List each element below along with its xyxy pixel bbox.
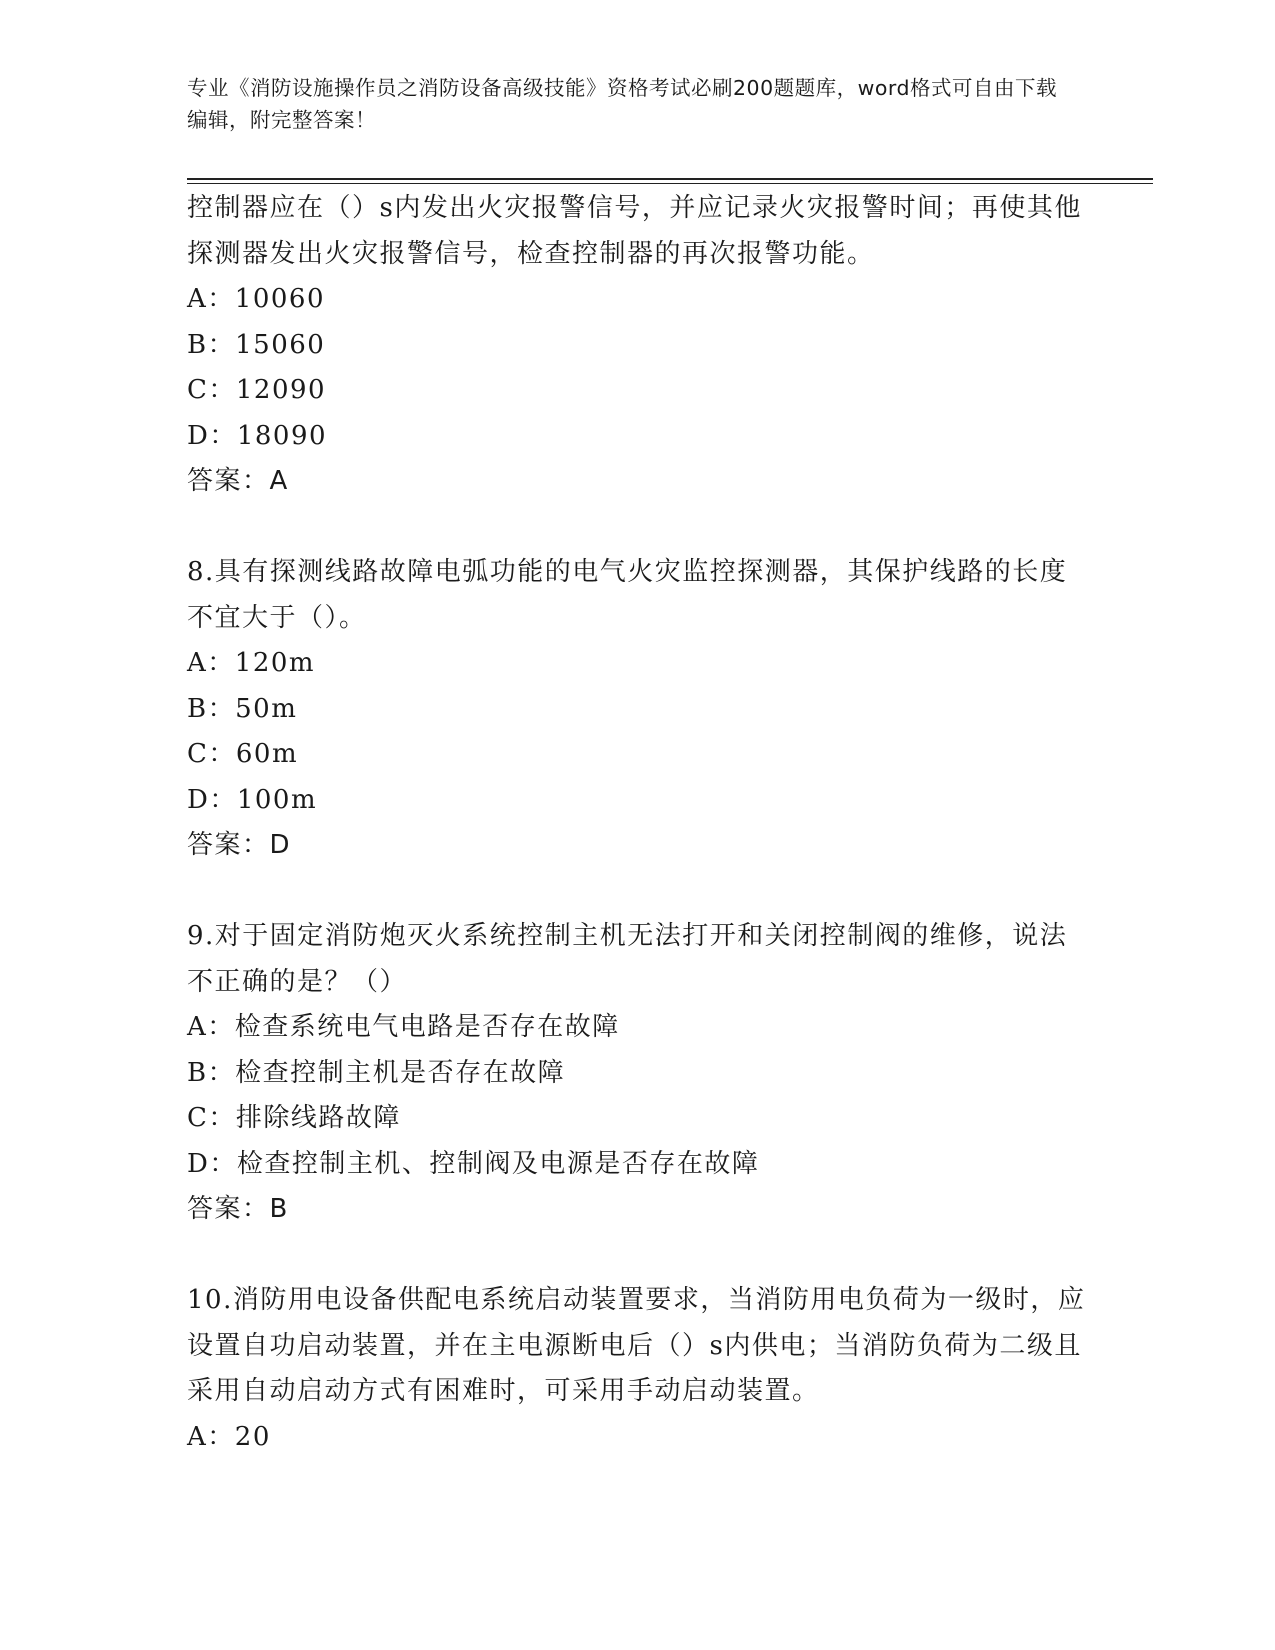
option-d: D：检查控制主机、控制阀及电源是否存在故障 [187,1148,760,1179]
option-a: A：检查系统电气电路是否存在故障 [187,1012,620,1042]
header-rule-thin [187,183,1153,184]
option-a: A：10060 [187,284,325,314]
option-d: D：100m [187,784,318,815]
option-c: C：12090 [187,375,327,405]
answer-line: 答案：A [187,466,289,496]
answer-line: 答案：B [187,1194,289,1224]
option-d: D：18090 [187,420,328,451]
option-a: A：20 [187,1421,271,1452]
question-9 [187,914,1087,1233]
question-8 [187,550,1087,869]
option-c: C：排除线路故障 [187,1103,401,1133]
document-header: 专业《消防设施操作员之消防设备高级技能》资格考试必刷200题题库，word格式可自由下载编辑，附完整答案！ [187,76,1058,132]
header-rule-thick [187,178,1153,180]
question-list [187,186,1087,1460]
option-b: B：15060 [187,329,326,360]
option-c: C：60m [187,739,299,769]
option-a: A：120m [187,648,316,678]
answer-line: 答案：D [187,830,292,860]
question-10 [187,1278,1087,1460]
question-text: 9.对于固定消防炮灭火系统控制主机无法打开和关闭控制阀的维修，说法不正确的是？（） [187,921,1068,997]
question-7 [187,186,1087,505]
question-text: 控制器应在（）s内发出火灾报警信号，并应记录火灾报警时间；再使其他探测器发出火灾报警信号，检查控制器的再次报警功能。 [187,193,1082,269]
option-b: B：50m [187,693,298,724]
question-text: 8.具有探测线路故障电弧功能的电气火灾监控探测器，其保护线路的长度不宜大于（）。 [187,557,1068,633]
option-b: B：检查控制主机是否存在故障 [187,1057,566,1088]
question-text: 10.消防用电设备供配电系统启动装置要求，当消防用电负荷为一级时，应设置自功启动装置，并在主电源断电后（）s内供电；当消防负荷为二级且采用自动启动方式有困难时，可采用手动启动装置。 [187,1285,1086,1406]
